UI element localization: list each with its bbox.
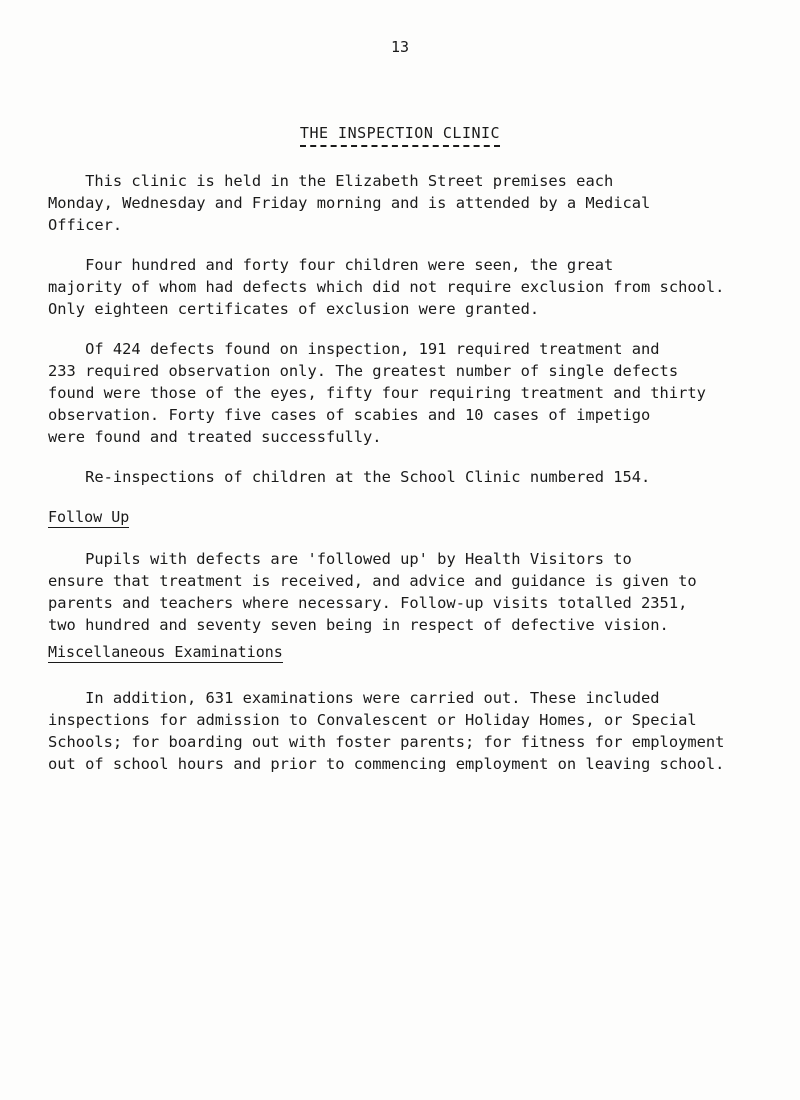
paragraph-children-seen: Four hundred and forty four children were seen, the great majority of whom had defects which did not require exclusion from school. Only eighteen certificates of exclusion were granted.: [48, 256, 725, 318]
section-title: [0, 124, 800, 142]
page-number: 13: [390, 38, 410, 56]
heading-miscellaneous-examinations: [48, 643, 283, 661]
paragraph-follow-up: Pupils with defects are 'followed up' by Health Visitors to ensure that treatment is received, and advice and guidance is given to parents and teachers where necessary. Follow-up visits totalled 2351, two hundred and seventy seven being in respect of defective vision.: [48, 550, 697, 634]
paragraph-re-inspections: Re-inspections of children at the School Clinic numbered 154.: [48, 468, 651, 486]
heading-miscellaneous-text: Miscellaneous Examinations: [48, 643, 283, 661]
paragraph-clinic-schedule: This clinic is held in the Elizabeth Street premises each Monday, Wednesday and Friday morning and is attended by a Medical Officer.: [48, 172, 651, 234]
paragraph-defects-found: Of 424 defects found on inspection, 191 required treatment and 233 required observation only. The greatest number of single defects found were those of the eyes, fifty four requiring treatment and thirty observation. Forty five cases of scabies and 10 cases of impetigo were found and treated successfully.: [48, 340, 706, 446]
heading-follow-up-text: Follow Up: [48, 508, 130, 526]
heading-follow-up: [48, 508, 129, 526]
paragraph-additional-examinations: In addition, 631 examinations were carried out. These included inspections for admission to Convalescent or Holiday Homes, or Special Schools; for boarding out with foster parents; for fitness for employment out of school hours and prior to commencing employment on leaving school.: [48, 689, 725, 773]
section-title-text: THE INSPECTION CLINIC: [300, 124, 500, 147]
